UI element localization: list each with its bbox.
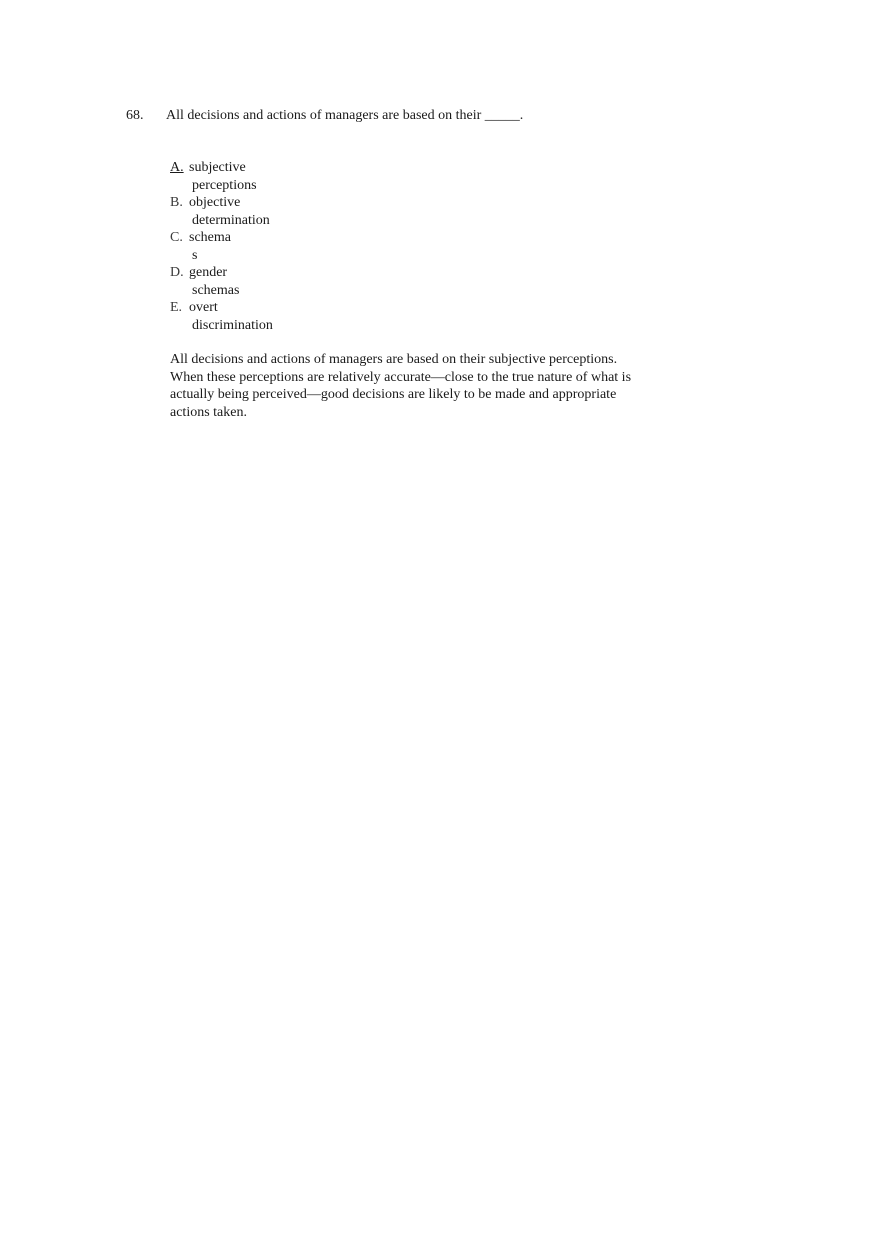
question [126, 107, 523, 125]
option-text-line1: gender [189, 265, 228, 280]
option-letter: E. [170, 300, 183, 315]
option-text-line2: determination [192, 212, 270, 228]
option-d [170, 264, 273, 299]
option-text-line2: schemas [192, 282, 240, 298]
answer-explanation [170, 351, 650, 421]
option-e [170, 299, 273, 334]
option-letter: D. [170, 265, 184, 280]
question-number: 68. [126, 108, 144, 123]
option-text-line2: perceptions [192, 177, 257, 193]
explanation-line: When these perceptions are relatively accurate—close to the true nature of what is [170, 369, 632, 385]
explanation-line: All decisions and actions of managers are based on their subjective perceptions. [170, 352, 618, 367]
explanation-line: actually being perceived—good decisions are likely to be made and appropriate [170, 387, 617, 403]
question-text: All decisions and actions of managers are based on their _____. [166, 108, 524, 123]
option-letter: B. [170, 195, 183, 210]
option-text-line2: discrimination [192, 317, 273, 333]
option-text-line1: schema [189, 230, 231, 245]
option-text-line2: s [192, 247, 198, 263]
option-letter: A. [170, 160, 184, 175]
option-text-line1: overt [189, 300, 218, 315]
answer-options [170, 159, 273, 334]
option-b [170, 194, 273, 229]
explanation-line: actions taken. [170, 404, 247, 420]
option-c [170, 229, 273, 264]
option-letter: C. [170, 230, 183, 245]
option-text-line1: objective [189, 195, 241, 210]
option-text-line1: subjective [189, 160, 246, 175]
option-a [170, 159, 273, 194]
